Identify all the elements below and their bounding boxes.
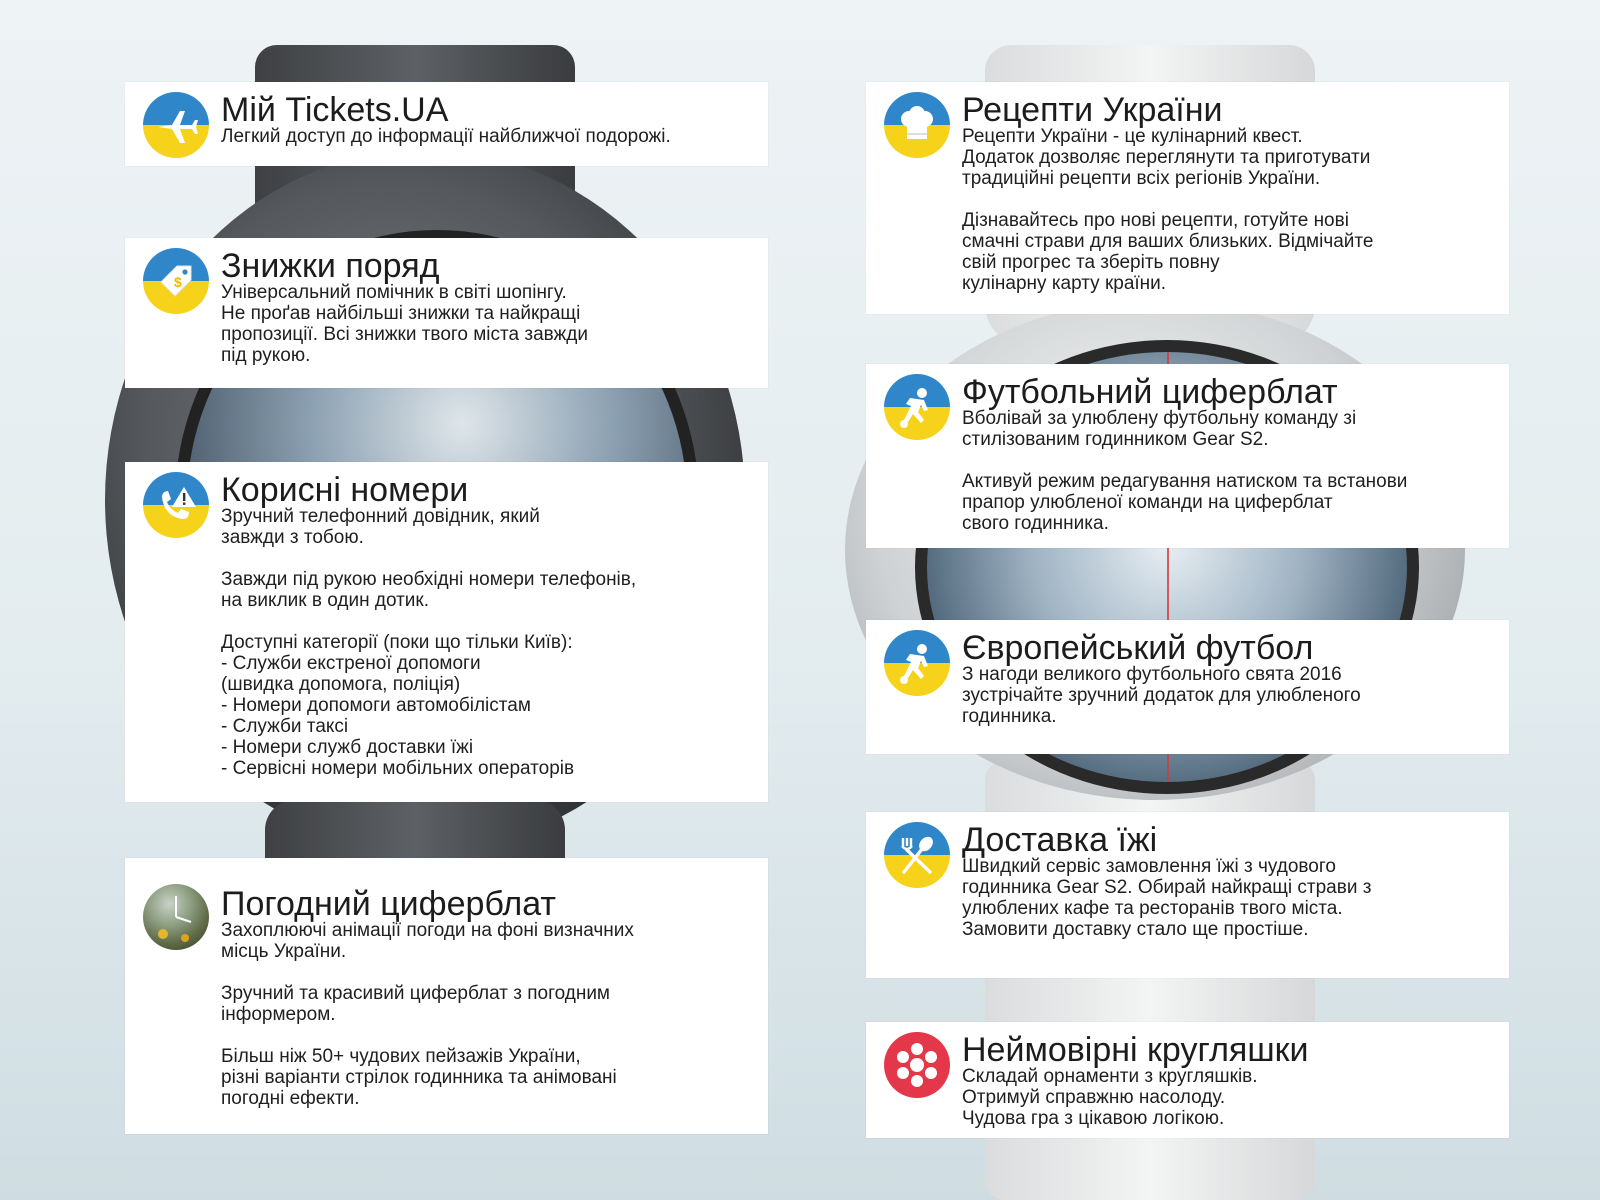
app-card-discounts[interactable] [125,238,768,388]
app-title: Погодний циферблат [221,885,556,923]
app-card-euro-football[interactable] [866,620,1509,754]
phone-alert-icon [143,472,209,538]
football-player-icon [884,630,950,696]
price-tag-icon [143,248,209,314]
app-card-football-face[interactable] [866,364,1509,548]
app-title: Мій Tickets.UA [221,91,449,129]
app-title: Європейський футбол [962,629,1314,667]
fork-spoon-icon [884,822,950,888]
app-title: Знижки поряд [221,247,440,285]
chef-hat-icon [884,92,950,158]
circles-icon [884,1032,950,1098]
airplane-icon [143,92,209,158]
app-description: З нагоди великого футбольного свята 2016 зустрічайте зручний додаток для улюбленого годинника. [962,664,1361,727]
app-description: Вболівай за улюблену футбольну команду зі стилізованим годинником Gear S2. Активуй режим редагування натиском та встанови прапор улюбленої команди на циферблат свого годинника. [962,408,1408,534]
app-description: Швидкий сервіс замовлення їжі з чудового годинника Gear S2. Обирай найкращі страви з улюблених кафе та ресторанів твого міста. Замовити доставку стало ще простіше. [962,856,1372,940]
app-description: Універсальний помічник в світі шопінгу. Не проґав найбільші знижки та найкращі пропозиції. Всі знижки твого міста завжди під рукою. [221,282,588,366]
svg-text:$: $ [174,274,182,290]
app-description: Складай орнаменти з кругляшків. Отримуй справжню насолоду. Чудова гра з цікавою логікою. [962,1066,1258,1129]
app-card-useful-numbers[interactable] [125,462,768,802]
app-description: Зручний телефонний довідник, який завжди з тобою. Завжди під рукою необхідні номери телефонів, на виклик в один дотик. Доступні категорії (поки що тільки Київ): - Служби екстреної допомоги (швидка допомога, поліція) - Номери допомоги автомобілістам - Служби таксі - Номери служб доставки їжі - Сервісні номери мобільних операторів [221,506,637,779]
app-card-weather-face[interactable] [125,858,768,1134]
landscape-photo-icon [143,884,209,950]
app-title: Неймовірні кругляшки [962,1031,1309,1069]
app-description: Рецепти України - це кулінарний квест. Додаток дозволяє переглянути та приготувати традиційні рецепти всіх регіонів України. Дізнавайтесь про нові рецепти, готуйте нові смачні страви для ваших близьких. Відмічайте свій прогрес та зберіть повну кулінарну карту країни. [962,126,1374,294]
app-card-my-tickets[interactable] [125,82,768,166]
app-title: Доставка їжі [962,821,1158,859]
app-title: Корисні номери [221,471,469,509]
app-card-food-delivery[interactable] [866,812,1509,978]
app-title: Футбольний циферблат [962,373,1338,411]
app-title: Рецепти України [962,91,1223,129]
app-card-recipes[interactable] [866,82,1509,314]
app-description: Захоплюючі анімації погоди на фоні визначних місць України. Зручний та красивий циферблат з погодним інформером. Більш ніж 50+ чудових пейзажів України, різні варіанти стрілок годинника та анімовані погодні ефекти. [221,920,634,1109]
app-description: Легкий доступ до інформації найближчої подорожі. [221,126,671,147]
app-card-incredible-circles[interactable] [866,1022,1509,1138]
football-player-icon [884,374,950,440]
